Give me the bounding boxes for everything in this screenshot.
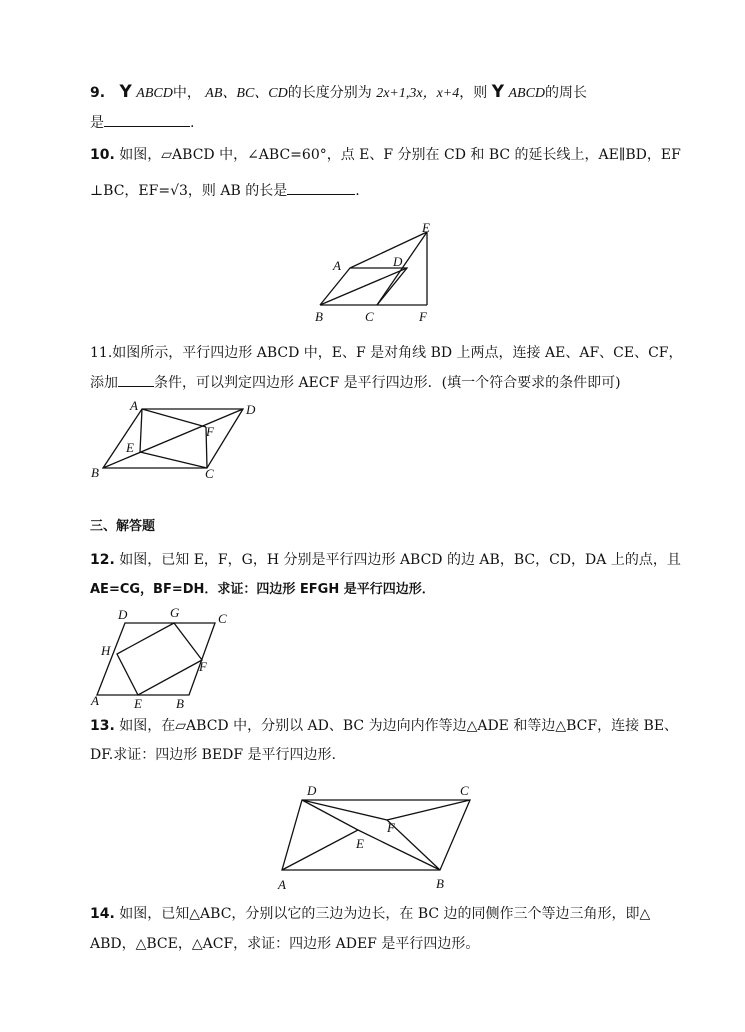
q10-diagonal-bd bbox=[320, 268, 407, 305]
parallelogram-symbol-2: Y bbox=[491, 82, 505, 102]
q14-number: 14. bbox=[90, 906, 115, 922]
q10-label-b: B bbox=[315, 309, 323, 324]
q10-label-a: A bbox=[333, 258, 341, 273]
q12-label-b: B bbox=[176, 696, 184, 710]
section-title: 三、解答题 bbox=[90, 519, 156, 534]
q11-label-d: D bbox=[246, 402, 256, 417]
q9-end: . bbox=[190, 115, 195, 131]
q11-label-b: B bbox=[91, 465, 99, 480]
q12-label-g: G bbox=[170, 605, 180, 620]
q12-label-f: F bbox=[199, 659, 207, 674]
q11-line1 bbox=[90, 343, 683, 363]
q10-text2b: ，则 AB 的长是 bbox=[187, 183, 288, 199]
q12-label-e: E bbox=[134, 696, 142, 710]
q11-label-c: C bbox=[205, 466, 214, 481]
q9-text2: 的长度分别为 bbox=[287, 85, 372, 101]
q9-answer-blank[interactable] bbox=[104, 112, 190, 127]
q10-number: 10. bbox=[90, 147, 115, 163]
q12-label-a: A bbox=[91, 693, 99, 708]
q13-text1: 如图，在▱ABCD 中，分别以 AD、BC 为边向内作等边△ADE 和等边△BCF，连接 BE、 bbox=[119, 718, 679, 734]
q12-line2: AE=CG，BF=DH．求证：四边形 EFGH 是平行四边形． bbox=[90, 582, 435, 597]
q14-text2: ABD，△BCE，△ACF，求证：四边形 ADEF 是平行四边形。 bbox=[90, 936, 480, 952]
q10-figure bbox=[305, 218, 445, 326]
q12-parallelogram bbox=[97, 623, 215, 695]
q10-sqrt: √3 bbox=[170, 183, 188, 199]
q9-expr: 2x+1,3x，x+4 bbox=[376, 86, 460, 101]
q11-answer-blank[interactable] bbox=[118, 372, 154, 387]
q10-text2a: ⊥BC，EF= bbox=[90, 183, 171, 199]
q9-line2-text: 是 bbox=[90, 115, 104, 131]
q10-label-c: C bbox=[365, 309, 374, 324]
q11-label-f: F bbox=[206, 424, 214, 439]
q11-segment-ce bbox=[140, 452, 207, 468]
q13-figure bbox=[270, 775, 480, 895]
q9-number: 9. bbox=[90, 85, 106, 101]
q10-line1 bbox=[90, 145, 681, 165]
q10-label-d: D bbox=[393, 254, 403, 269]
q9-line1 bbox=[90, 82, 587, 104]
q12-label-h: H bbox=[101, 643, 111, 658]
q9-text1: 中， bbox=[172, 85, 201, 101]
q13-segment-be bbox=[358, 830, 440, 870]
q10-label-e: E bbox=[422, 220, 430, 235]
q11-text2a: 添加 bbox=[90, 375, 118, 391]
q11-line2 bbox=[90, 372, 621, 393]
q11-segment-ae bbox=[140, 409, 142, 452]
q9-sides: AB、BC、CD bbox=[205, 86, 288, 101]
q10-line2 bbox=[90, 180, 360, 201]
q9-name1: ABCD bbox=[136, 86, 173, 101]
q12-quadrilateral-efgh bbox=[117, 623, 202, 695]
q10-answer-blank[interactable] bbox=[287, 180, 355, 195]
q9-line2 bbox=[90, 112, 194, 133]
q10-text: 如图，▱ABCD 中，∠ABC=60°，点 E、F 分别在 CD 和 BC 的延长线上，AE∥BD，EF bbox=[119, 147, 681, 163]
q13-label-d: D bbox=[307, 783, 317, 798]
q10-label-f: F bbox=[419, 309, 427, 324]
q9-name2: ABCD bbox=[508, 86, 546, 101]
q9-text3: ，则 bbox=[459, 85, 488, 101]
q12-label-d: D bbox=[118, 607, 128, 622]
q12-number: 12. bbox=[90, 552, 115, 568]
q14-line2 bbox=[90, 934, 479, 954]
q12-label-c: C bbox=[218, 611, 227, 626]
q11-label-e: E bbox=[126, 440, 134, 455]
q12-figure bbox=[88, 603, 238, 710]
q9-text4: 的周长 bbox=[545, 85, 588, 101]
q13-label-e: E bbox=[356, 836, 364, 851]
q13-segment-df bbox=[302, 800, 387, 820]
q12-line1 bbox=[90, 550, 681, 570]
q11-figure bbox=[88, 400, 263, 482]
q11-text1: 11.如图所示，平行四边形 ABCD 中，E、F 是对角线 BD 上两点，连接 AE、AF、CE、CF， bbox=[90, 345, 683, 361]
q11-text2b: 条件，可以判定四边形 AECF 是平行四边形．(填一个符合要求的条件即可) bbox=[154, 375, 621, 391]
q13-parallelogram bbox=[282, 800, 470, 870]
q13-label-c: C bbox=[460, 783, 469, 798]
q13-number: 13. bbox=[90, 718, 115, 734]
q13-triangle-bcf bbox=[387, 800, 470, 870]
q13-label-a: A bbox=[278, 877, 286, 892]
q12-text1: 如图，已知 E，F，G，H 分别是平行四边形 ABCD 的边 AB，BC，CD，DA 上的点，且 bbox=[119, 552, 681, 568]
parallelogram-symbol: Y bbox=[119, 82, 132, 102]
q13-label-b: B bbox=[436, 876, 444, 891]
q11-segment-af bbox=[142, 409, 206, 427]
q13-line2 bbox=[90, 745, 336, 765]
q14-line1 bbox=[90, 904, 650, 924]
q14-text1: 如图，已知△ABC，分别以它的三边为边长，在 BC 边的同侧作三个等边三角形，即△ bbox=[119, 906, 651, 922]
q10-end: . bbox=[355, 183, 360, 199]
q13-text2: DF.求证：四边形 BEDF 是平行四边形. bbox=[90, 747, 337, 763]
q11-label-a: A bbox=[130, 400, 138, 413]
q13-label-f: F bbox=[387, 820, 395, 835]
q13-line1 bbox=[90, 716, 678, 736]
